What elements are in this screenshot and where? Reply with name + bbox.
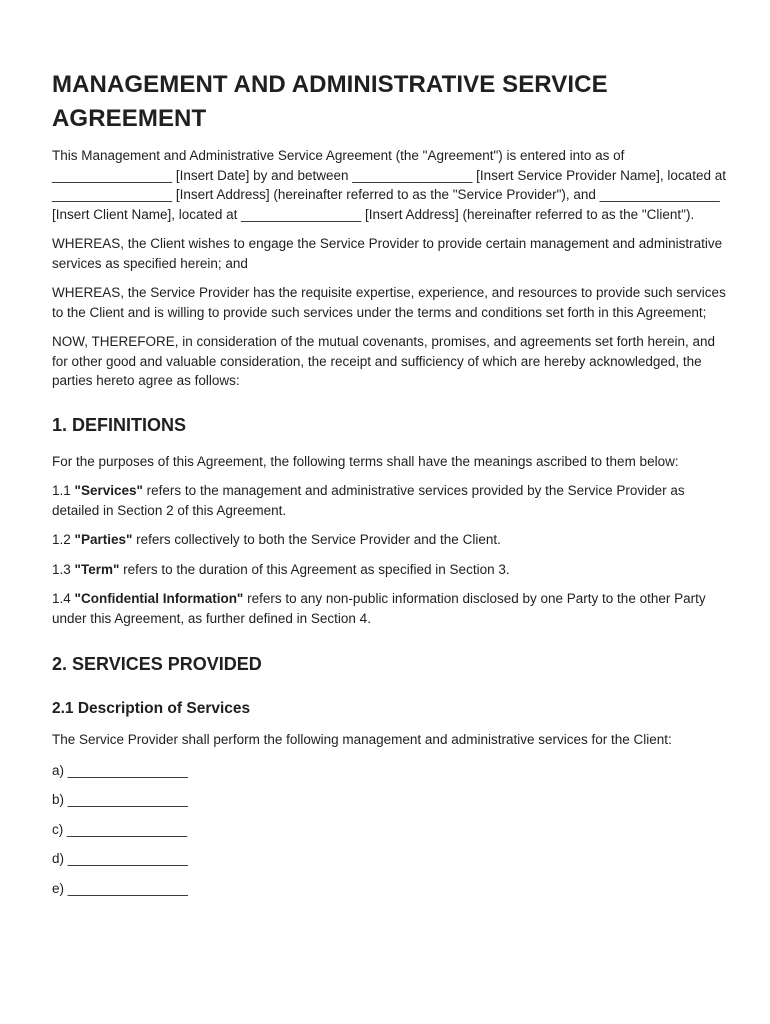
definition-term: "Confidential Information": [74, 591, 244, 606]
definition-1-3: [52, 560, 730, 580]
service-item-c: c) ________________: [52, 821, 188, 837]
definition-text: refers to the management and administrative services provided by the Service Provider as detailed in Section 2 of this Agreement.: [52, 483, 685, 518]
section-1-intro: For the purposes of this Agreement, the following terms shall have the meanings ascribed to them below:: [52, 453, 679, 469]
now-therefore-paragraph: NOW, THEREFORE, in consideration of the mutual covenants, promises, and agreements set forth herein, and for other good and valuable consideration, the receipt and sufficiency of which are hereby acknowledged, the parties hereto agree as follows:: [52, 334, 716, 388]
definition-1-1: [52, 481, 730, 520]
definition-term: "Services": [74, 483, 143, 498]
definition-number: 1.1: [52, 483, 71, 498]
definition-1-4: [52, 589, 730, 628]
intro-paragraph: This Management and Administrative Service Agreement (the "Agreement") is entered into as of ________________ [Insert Date] by and between ________________ [Insert Service Provider Name], located at ________________ [Insert Address] (hereinafter referred to as the "Service Provider"), and ________________ [Insert Client Name], located at ________________ [Insert Address] (hereinafter referred to as the "Client").: [52, 148, 726, 222]
definition-number: 1.3: [52, 561, 71, 577]
definition-number: 1.2: [52, 532, 71, 547]
definition-term: "Parties": [74, 532, 133, 547]
definition-text: refers to the duration of this Agreement as specified in Section 3.: [123, 561, 510, 577]
service-item-d: d) ________________: [52, 851, 188, 866]
definition-term: "Term": [74, 561, 120, 577]
service-item-b: b) ________________: [52, 792, 188, 807]
whereas-paragraph-1: WHEREAS, the Client wishes to engage the Service Provider to provide certain management and administrative services as specified herein; and: [52, 236, 723, 271]
section-2-1-heading: 2.1 Description of Services: [52, 700, 251, 717]
document-title: MANAGEMENT AND ADMINISTRATIVE SERVICE AGREEMENT: [52, 71, 608, 132]
service-item-a: a) ________________: [52, 762, 188, 778]
definition-number: 1.4: [52, 591, 71, 606]
section-2-1-intro: The Service Provider shall perform the following management and administrative services for the Client:: [52, 732, 672, 747]
section-1-heading: 1. DEFINITIONS: [52, 414, 187, 435]
definition-text: refers collectively to both the Service Provider and the Client.: [136, 532, 501, 547]
service-item-e: e) ________________: [52, 880, 188, 896]
section-2-heading: 2. SERVICES PROVIDED: [52, 654, 262, 674]
definition-text: refers to any non-public information disclosed by one Party to the other Party under this Agreement, as further defined in Section 4.: [52, 591, 706, 626]
whereas-paragraph-2: WHEREAS, the Service Provider has the requisite expertise, experience, and resources to provide such services to the Client and is willing to provide such services under the terms and conditions set forth in this Agreement;: [52, 285, 726, 320]
definition-1-2: [52, 530, 730, 550]
